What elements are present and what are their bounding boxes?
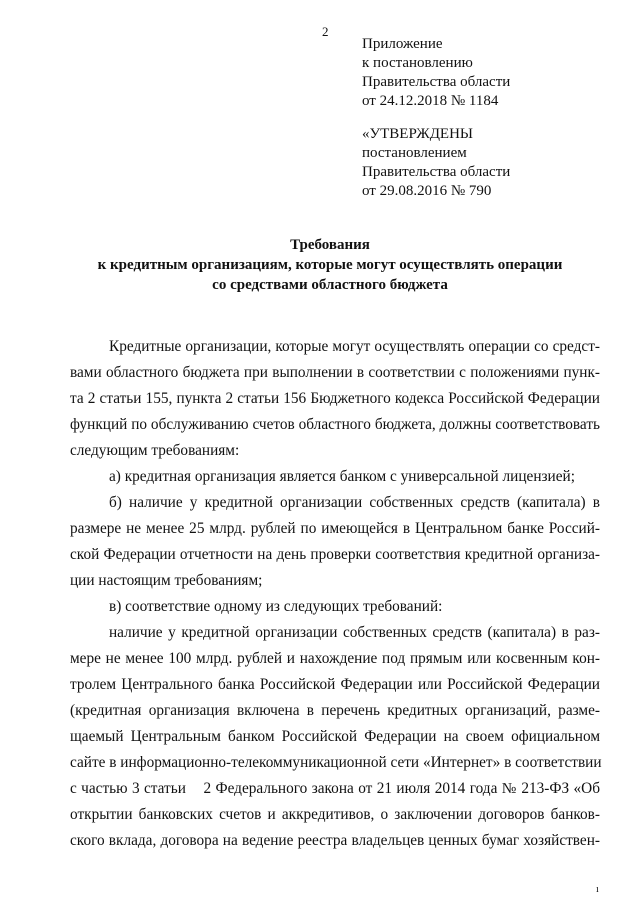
appendix-line: от 24.12.2018 № 1184	[362, 93, 499, 109]
approved-line: Правительства области	[362, 164, 511, 180]
appendix-line: Правительства области	[362, 74, 511, 90]
body-line: б) наличие у кредитной организации собственных средств (капитала) в	[109, 494, 600, 511]
body-line: щаемый Центральным банком Российской Федерации на своем официальном	[70, 728, 600, 745]
appendix-block	[362, 35, 510, 111]
body-line: ской Федерации отчетности на день проверки соответствия кредитной организа-	[70, 546, 600, 563]
body-line: вами областного бюджета при выполнении в соответствии с положениями пунк-	[70, 364, 600, 381]
approved-block	[362, 125, 510, 201]
body-line: открытии банковских счетов и аккредитивов, о заключении договоров банков-	[70, 806, 600, 823]
body-line: функций по обслуживанию счетов областного бюджета, должны соответствовать	[70, 416, 600, 433]
appendix-line: к постановлению	[362, 55, 473, 71]
page-number: 2	[322, 24, 329, 39]
document-title	[60, 235, 600, 295]
body-line: с частью 3 статьи 2 Федерального закона от 21 июля 2014 года № 213-ФЗ «Об	[70, 780, 600, 797]
body-line: ции настоящим требованиям;	[70, 572, 263, 589]
body-line: а) кредитная организация является банком с универсальной лицензией;	[109, 468, 575, 485]
body-line: ского вклада, договора на ведение реестра владельцев ценных бумаг хозяйствен-	[70, 832, 600, 849]
approved-line: от 29.08.2016 № 790	[362, 183, 492, 199]
body-line: размере не менее 25 млрд. рублей по имеющейся в Центральном банке Россий-	[70, 520, 600, 537]
body-line: следующим требованиям:	[70, 442, 240, 459]
body-line: мере не менее 100 млрд. рублей и нахождение под прямым или косвенным кон-	[70, 650, 600, 667]
body-line: наличие у кредитной организации собственных средств (капитала) в раз-	[109, 624, 600, 641]
body-line: та 2 статьи 155, пункта 2 статьи 156 Бюджетного кодекса Российской Федерации	[70, 390, 600, 407]
body-line: сайте в информационно-телекоммуникационной сети «Интернет» в соответствии	[70, 754, 602, 771]
title-line: со средствами областного бюджета	[212, 277, 448, 293]
scan-mark: ı	[596, 884, 599, 895]
body-line: в) соответствие одному из следующих требований:	[109, 598, 443, 615]
approved-line: «УТВЕРЖДЕНЫ	[362, 126, 474, 142]
body-line: (кредитная организация включена в перечень кредитных организаций, разме-	[70, 702, 600, 719]
approved-line: постановлением	[362, 145, 467, 161]
body-line: Кредитные организации, которые могут осуществлять операции со средст-	[109, 338, 600, 355]
appendix-line: Приложение	[362, 36, 443, 52]
title-line: Требования	[290, 237, 370, 253]
body-line: тролем Центрального банка Российской Федерации или Российской Федерации	[70, 676, 600, 693]
title-line: к кредитным организациям, которые могут осуществлять операции	[97, 257, 563, 273]
